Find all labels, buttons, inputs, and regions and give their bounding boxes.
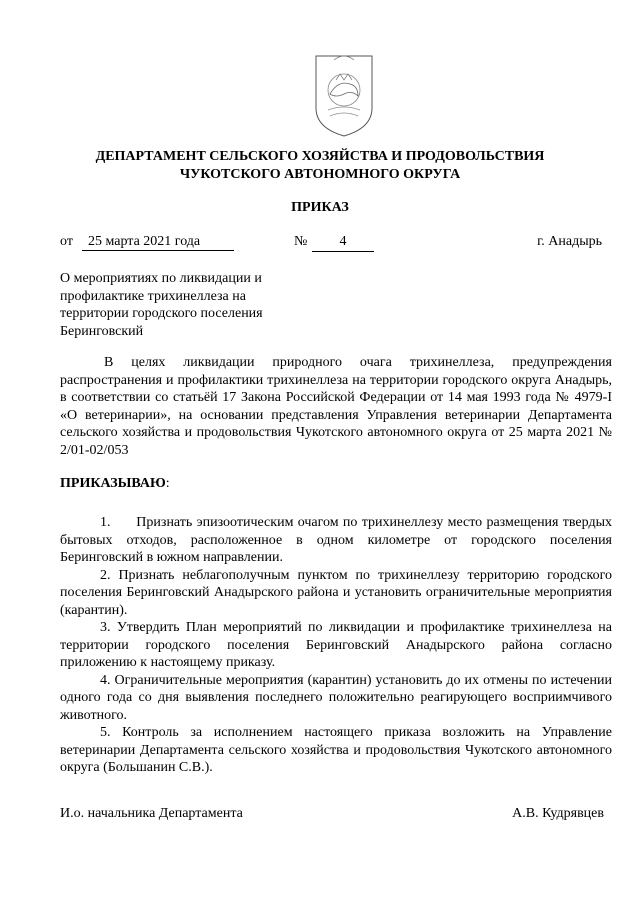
order-item-2: 2. Признать неблагополучным пунктом по трихинеллезу территорию городского поселения Беринговский Анадырского района и установить ограничительные мероприятия (карантин).: [60, 567, 612, 618]
decree-colon: :: [165, 476, 170, 491]
date-label: от: [60, 234, 73, 249]
chukotka-coat-of-arms-icon: [308, 50, 380, 138]
order-subject: [60, 270, 284, 340]
city: г. Анадырь: [537, 234, 602, 249]
subject-line-1: О мероприятиях по ликвидации и: [60, 271, 262, 286]
subject-line-4: Беринговский: [60, 323, 144, 339]
order-item-1: 1. Признать эпизоотическим очагом по трихинеллезу место размещения твердых бытовых отходов, расположенное в одном километре от городского поселения Беринговский в южном направлении.: [60, 515, 612, 565]
order-item-5: 5. Контроль за исполнением настоящего приказа возложить на Управление ветеринарии Департамента сельского хозяйства и продовольствия Чукотского автономного округа (Большанин С.В.).: [60, 725, 612, 775]
signatory-position: И.о. начальника Департамента: [60, 806, 243, 821]
preamble-paragraph: В целях ликвидации природного очага трихинеллеза, предупреждения распространения и профилактики трихинеллеза на территории городского округа Анадырь, в соответствии со статьёй 17 Закона Российской Федерации от 14 мая 1993 года № 4979-I «О ветеринарии», на основании представления Управления ветеринарии Департамента сельского хозяйства и продовольствия Чукотского автономного округа от 25 марта 2021 № 2/01-02/053: [60, 355, 612, 458]
order-number: 4: [312, 234, 374, 252]
subject-line-2: профилактике трихинеллеза на: [60, 288, 246, 304]
decree-word: ПРИКАЗЫВАЮ: [60, 476, 166, 491]
order-items: [60, 514, 612, 777]
order-item-4: 4. Ограничительные мероприятия (карантин) установить до их отмены по истечении одного года со дня выявления последнего положительно реагирующего восприимчивого животного.: [60, 672, 612, 723]
document-type-title: ПРИКАЗ: [291, 200, 349, 215]
decree-heading: [60, 476, 170, 492]
signatory-name: А.В. Кудрявцев: [512, 806, 604, 821]
organization-line-1: ДЕПАРТАМЕНТ СЕЛЬСКОГО ХОЗЯЙСТВА И ПРОДОВОЛЬСТВИЯ: [95, 149, 545, 164]
order-date: 25 марта 2021 года: [82, 234, 234, 251]
subject-line-3: территории городского поселения: [60, 306, 263, 321]
order-item-3: 3. Утвердить План мероприятий по ликвидации и профилактике трихинеллеза на территории городского поселения Беринговский Анадырского района согласно приложению к настоящему приказу.: [60, 620, 612, 670]
organization-name: [0, 148, 640, 184]
order-meta-line: [60, 234, 602, 254]
organization-line-2: ЧУКОТСКОГО АВТОНОМНОГО ОКРУГА: [179, 167, 461, 182]
number-label: №: [294, 234, 308, 249]
